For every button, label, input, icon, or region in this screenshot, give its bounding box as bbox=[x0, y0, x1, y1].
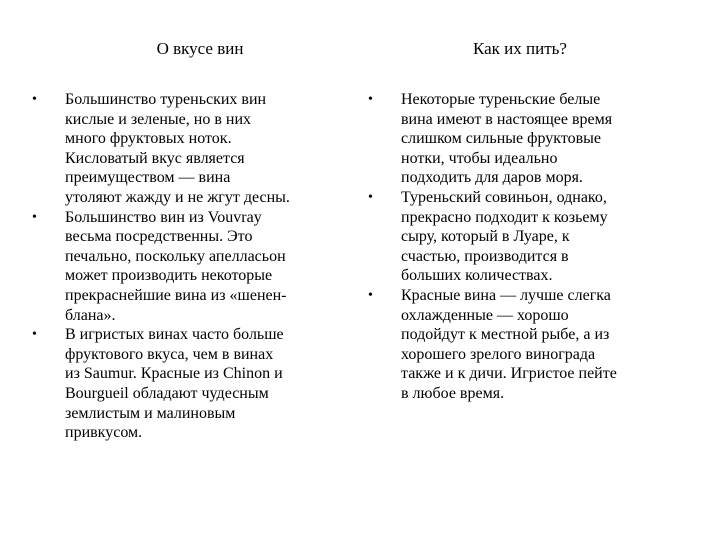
text-line: Некоторые туреньские белые bbox=[401, 91, 601, 108]
bullet-icon: • bbox=[368, 92, 373, 107]
text-line: Красные вина — лучше слегка bbox=[401, 286, 611, 304]
text-line: счастью, производится в bbox=[401, 247, 569, 265]
text-line: Bourgueil обладают чудесным bbox=[65, 384, 269, 402]
left-bullet-item-2 bbox=[32, 208, 360, 326]
right-bullet-item-1 bbox=[368, 90, 698, 188]
text-line: больших количествах. bbox=[401, 267, 553, 285]
text-line: подойдут к местной рыбе, а из bbox=[401, 326, 610, 344]
right-bullet-item-3 bbox=[368, 286, 698, 404]
text-line: может производить некоторые bbox=[65, 267, 273, 285]
text-line: подходить для даров моря. bbox=[401, 169, 583, 187]
bullet-icon: • bbox=[368, 287, 373, 303]
text-line: сыру, который в Луаре, к bbox=[401, 228, 570, 246]
text-line: прекрасно подходит к козьему bbox=[401, 208, 608, 226]
text-line: в любое время. bbox=[401, 384, 505, 402]
left-bullet-item-1 bbox=[32, 90, 360, 208]
text-line: слишком сильные фруктовые bbox=[401, 130, 602, 148]
right-column-heading: Как их пить? bbox=[473, 39, 567, 58]
text-line: преимуществом — вина bbox=[65, 169, 231, 187]
bullet-icon: • bbox=[32, 327, 37, 343]
text-line: Большинство вин из Vouvray bbox=[65, 208, 262, 226]
text-line: охлажденные — хорошо bbox=[401, 306, 569, 324]
text-line: фруктового вкуса, чем в винах bbox=[65, 345, 274, 363]
text-line: прекраснейшие вина из «шенен- bbox=[65, 286, 287, 304]
text-line: В игристых винах часто больше bbox=[65, 326, 284, 344]
left-bullet-item-3 bbox=[32, 325, 360, 443]
text-line: Кисловатый вкус является bbox=[65, 149, 245, 167]
text-line: также и к дичи. Игристое пейте bbox=[401, 365, 617, 383]
text-line: из Saumur. Красные из Chinon и bbox=[65, 365, 283, 383]
text-line: печально, поскольку апелласьон bbox=[65, 247, 286, 265]
text-line: много фруктовых ноток. bbox=[65, 130, 232, 148]
left-bullet-list bbox=[32, 90, 360, 443]
right-bullet-list bbox=[368, 90, 698, 404]
bullet-icon: • bbox=[32, 92, 37, 107]
text-line: землистым и малиновым bbox=[65, 404, 236, 422]
text-line: блана». bbox=[65, 306, 116, 324]
text-line: вина имеют в настоящее время bbox=[401, 110, 613, 128]
bullet-icon: • bbox=[32, 209, 37, 225]
text-line: привкусом. bbox=[65, 424, 143, 442]
text-line: кислые и зеленые, но в них bbox=[65, 110, 251, 128]
text-line: утоляют жажду и не жгут десны. bbox=[65, 188, 290, 206]
left-column-heading: О вкусе вин bbox=[156, 39, 244, 58]
text-line: Большинство туреньских вин bbox=[65, 91, 267, 108]
text-line: хорошего зрелого винограда bbox=[401, 345, 596, 363]
text-line: весьма посредственны. Это bbox=[65, 228, 253, 246]
text-line: нотки, чтобы идеально bbox=[401, 149, 558, 167]
bullet-icon: • bbox=[368, 189, 373, 205]
right-bullet-item-2 bbox=[368, 188, 698, 286]
text-line: Туреньский совиньон, однако, bbox=[401, 188, 607, 206]
